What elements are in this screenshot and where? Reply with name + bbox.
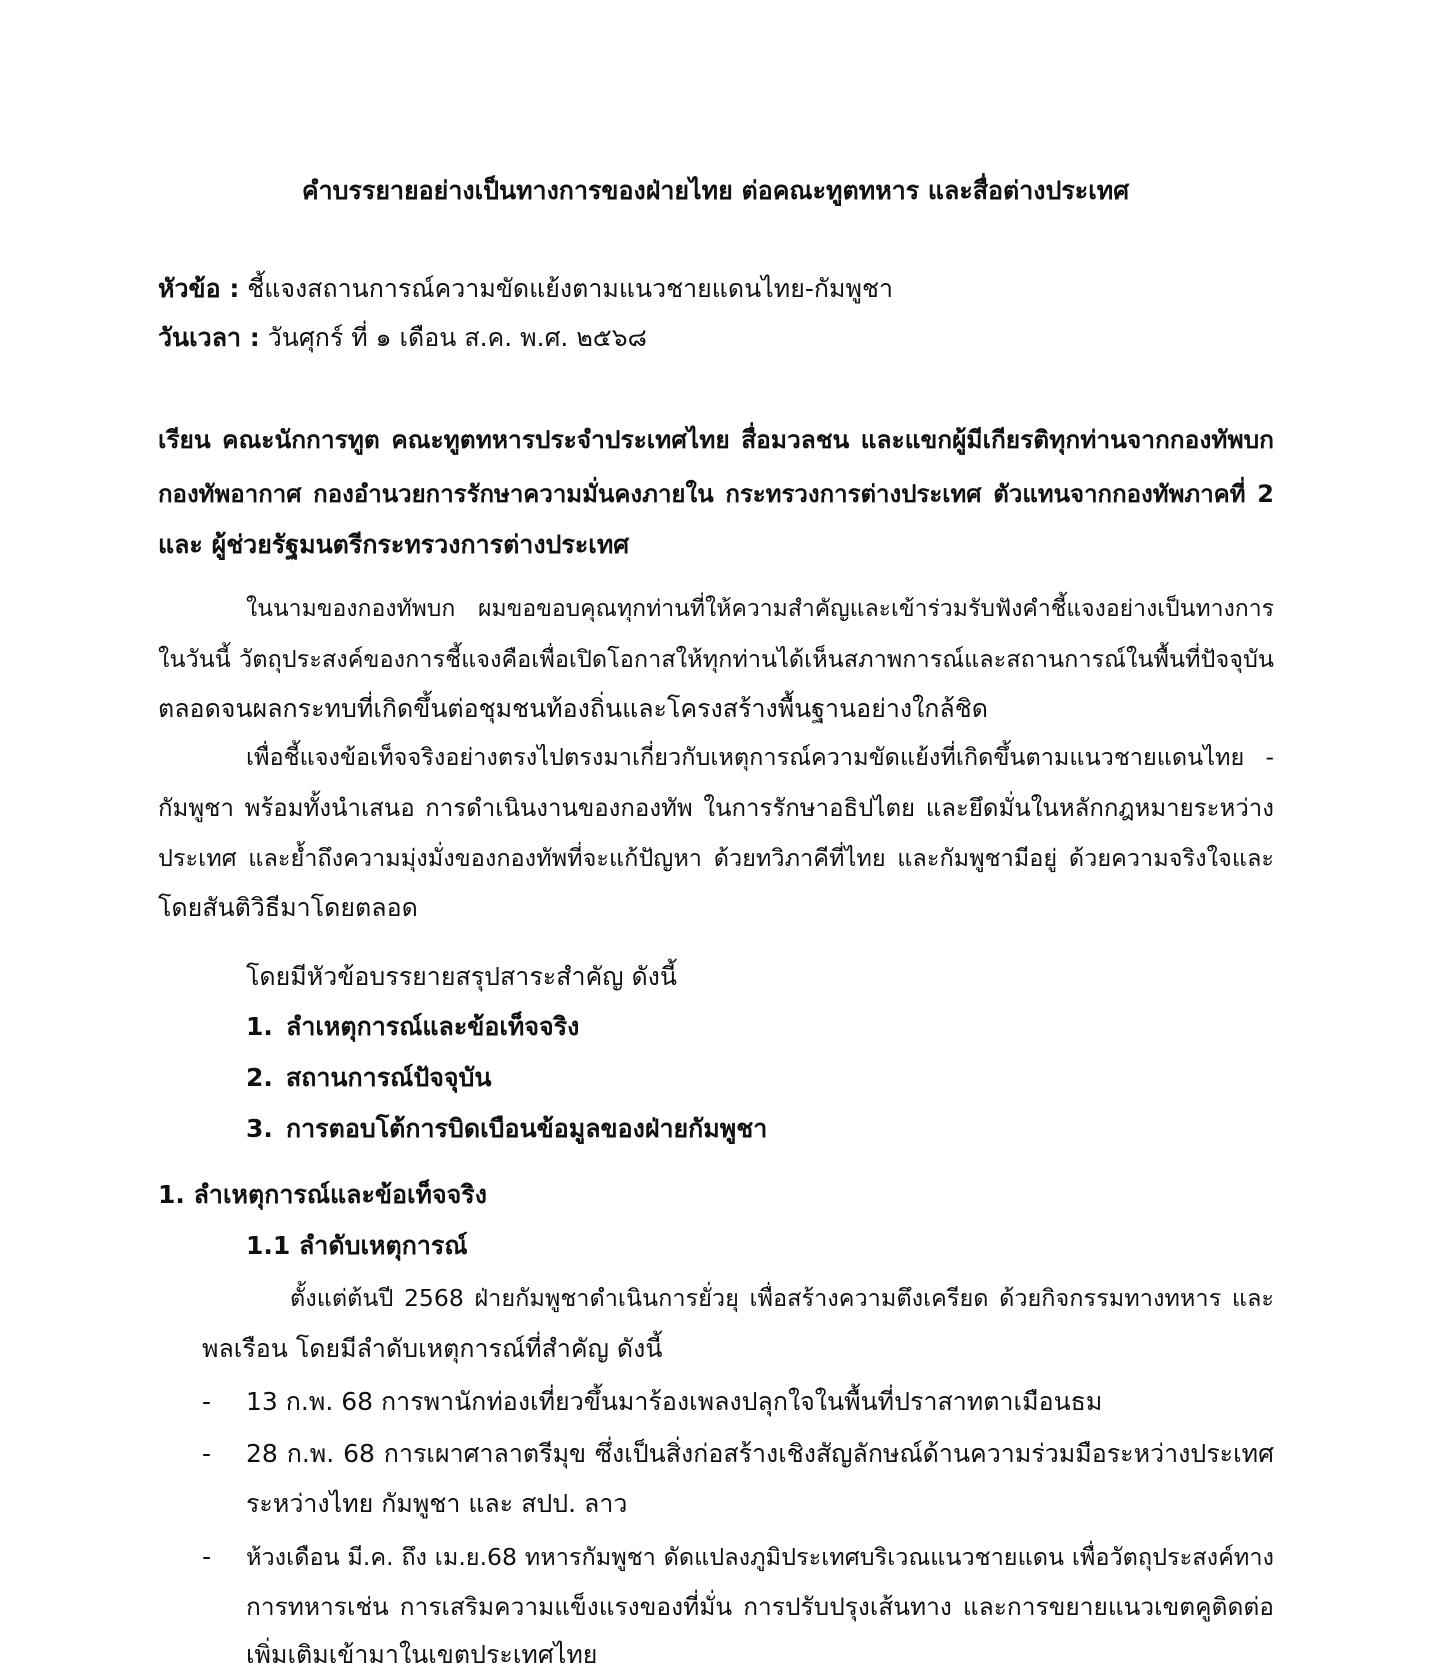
salutation-line-3: และ ผู้ช่วยรัฐมนตรีกระทรวงการต่างประเทศ — [158, 530, 630, 559]
bullet-line: เพิ่มเติมเข้ามาในเขตประเทศไทย — [246, 1640, 598, 1669]
summary-item-number: 3. — [246, 1114, 273, 1143]
summary-intro: โดยมีหัวข้อบรรยายสรุปสาระสำคัญ ดังนี้ — [246, 962, 677, 991]
section-1-1-heading: 1.1 ลำดับเหตุการณ์ — [246, 1231, 468, 1260]
summary-item-text: การตอบโต้การบิดเบือนข้อมูลของฝ่ายกัมพูชา — [286, 1114, 768, 1143]
topic-value: ชี้แจงสถานการณ์ความขัดแย้งตามแนวชายแดนไทย-กัมพูชา — [247, 274, 894, 303]
topic-line — [158, 272, 893, 306]
section-1-intro-line-2: พลเรือน โดยมีลำดับเหตุการณ์ที่สำคัญ ดังนี้ — [202, 1334, 663, 1363]
summary-item — [246, 1010, 579, 1044]
para1-line-1: ในนามของกองทัพบก ผมขอขอบคุณทุกท่านที่ให้ความสำคัญและเข้าร่วมรับฟังคำชี้แจงอย่างเป็นทางการ — [246, 596, 1274, 622]
para1-line-2: ในวันนี้ วัตถุประสงค์ของการชี้แจงคือเพื่อเปิดโอกาสให้ทุกท่านได้เห็นสภาพการณ์และสถานการณ์ในพื้นที่ปัจจุบัน — [158, 645, 1274, 673]
salutation-line-1: เรียน คณะนักการทูต คณะทูตทหารประจำประเทศไทย สื่อมวลชน และแขกผู้มีเกียรติทุกท่านจากกองทัพบก — [158, 425, 1274, 454]
summary-item — [246, 1112, 767, 1146]
bullet-line: 28 ก.พ. 68 การเผาศาลาตรีมุข ซึ่งเป็นสิ่งก่อสร้างเชิงสัญลักษณ์ด้านความร่วมมือระหว่างประเทศ — [246, 1439, 1274, 1468]
datetime-value: วันศุกร์ ที่ ๑ เดือน ส.ค. พ.ศ. ๒๕๖๘ — [267, 323, 647, 352]
para2-line-2: กัมพูชา พร้อมทั้งนำเสนอ การดำเนินงานของกองทัพ ในการรักษาอธิปไตย และยึดมั่นในหลักกฎหมายระหว่าง — [158, 794, 1274, 822]
summary-item-text: สถานการณ์ปัจจุบัน — [286, 1063, 492, 1092]
bullet-line: ห้วงเดือน มี.ค. ถึง เม.ย.68 ทหารกัมพูชา ดัดแปลงภูมิประเทศบริเวณแนวชายแดน เพื่อวัตถุประสงค์ทาง — [246, 1543, 1274, 1571]
datetime-label: วันเวลา : — [158, 323, 260, 352]
document-title: คำบรรยายอย่างเป็นทางการของฝ่ายไทย ต่อคณะทูตทหาร และสื่อต่างประเทศ — [301, 176, 1130, 205]
bullet-line: 13 ก.พ. 68 การพานักท่องเที่ยวขึ้นมาร้องเพลงปลุกใจในพื้นที่ปราสาทตาเมือนธม — [246, 1387, 1103, 1416]
bullet-dash: - — [202, 1387, 212, 1416]
section-1-intro-line-1: ตั้งแต่ต้นปี 2568 ฝ่ายกัมพูชาดำเนินการยั่วยุ เพื่อสร้างความตึงเครียด ด้วยกิจกรรมทางทหาร และ — [290, 1284, 1274, 1312]
para2-line-4: โดยสันติวิธีมาโดยตลอด — [158, 893, 418, 922]
summary-item-number: 1. — [246, 1012, 273, 1041]
section-1-heading: 1. ลำเหตุการณ์และข้อเท็จจริง — [158, 1180, 487, 1209]
bullet-line: ระหว่างไทย กัมพูชา และ สปป. ลาว — [246, 1489, 628, 1518]
salutation-line-2: กองทัพอากาศ กองอำนวยการรักษาความมั่นคงภายใน กระทรวงการต่างประเทศ ตัวแทนจากกองทัพภาคที่ 2 — [158, 480, 1274, 508]
summary-item-number: 2. — [246, 1063, 273, 1092]
datetime-line — [158, 321, 647, 355]
para2-line-1: เพื่อชี้แจงข้อเท็จจริงอย่างตรงไปตรงมาเกี่ยวกับเหตุการณ์ความขัดแย้งที่เกิดขึ้นตามแนวชายแดนไทย - — [246, 743, 1274, 771]
para1-line-3: ตลอดจนผลกระทบที่เกิดขึ้นต่อชุมชนท้องถิ่นและโครงสร้างพื้นฐานอย่างใกล้ชิด — [158, 694, 988, 723]
bullet-dash: - — [202, 1439, 212, 1468]
bullet-line: การทหารเช่น การเสริมความแข็งแรงของที่มั่น การปรับปรุงเส้นทาง และการขยายแนวเขตคูติดต่อ — [246, 1592, 1274, 1621]
summary-item-text: ลำเหตุการณ์และข้อเท็จจริง — [286, 1012, 580, 1041]
topic-label: หัวข้อ : — [158, 274, 240, 303]
para2-line-3: ประเทศ และย้ำถึงความมุ่งมั่งของกองทัพที่จะแก้ปัญหา ด้วยทวิภาคีที่ไทย และกัมพูชามีอยู่ ด้วยความจริงใจและ — [158, 844, 1274, 872]
bullet-dash: - — [202, 1542, 212, 1571]
summary-item — [246, 1061, 491, 1095]
